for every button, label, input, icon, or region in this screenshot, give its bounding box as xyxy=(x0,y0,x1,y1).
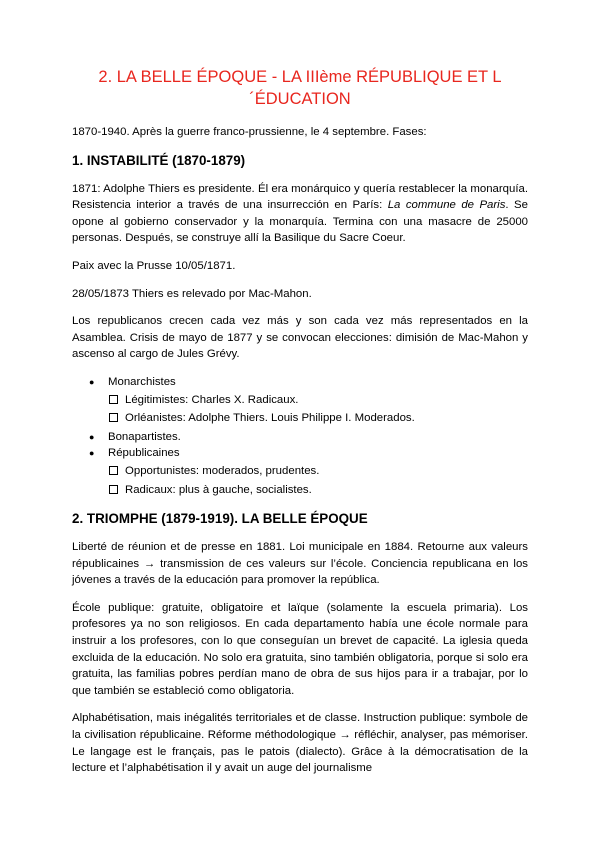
factions-list xyxy=(72,374,528,498)
bullet-icon: ● xyxy=(89,431,95,442)
sublist-item-orleanistes xyxy=(89,410,528,427)
sublist xyxy=(108,463,528,498)
section-1-heading: 1. INSTABILITÉ (1870-1879) xyxy=(72,152,246,168)
sublist-item-label: Orléanistes: Adolphe Thiers. Louis Philippe I. Moderados. xyxy=(125,412,415,425)
list-item-monarchistes xyxy=(72,374,528,427)
section-1-paragraph-3: 28/05/1873 Thiers es relevado por Mac-Mahon. xyxy=(72,287,312,300)
section-1-paragraph-2: Paix avec la Prusse 10/05/1871. xyxy=(72,259,236,272)
paragraph-text: . Se opone al gobierno conservador y la monarquía. Termina con una masacre de 25000 personas. Después, se construye allí la Basilique du Sacre Coeur. xyxy=(72,199,528,245)
checkbox-icon xyxy=(109,395,118,404)
section-2-paragraph-2: École publique: gratuite, obligatoire et laïque (solamente la escuela primaria). Los profesores ya no son religiosos. En cada departamento había une école normale para instruir a los profesores, con lo que conseguían un brevet de capacité. La iglesia queda excluida de la educación. No solo era gratuita, sino también obligatoria, porque si solo era gratuita, las familias pobres perdían mano de obra de sus hijos para ir a trabajar, por lo que también se estableció como obligatoria. xyxy=(72,601,528,697)
checkbox-icon xyxy=(109,466,118,475)
section-2-paragraph-3: Alphabétisation, mais inégalités territoriales et de classe. Instruction publique: symbole de la civilisation républicaine. Réforme méthodologique → réfléchir, analyser, pas mémoriser. Le langage est le français, pas le patois (dialecto). Grâce à la démocratisation de la lecture et l’alphabétisation il y avait un auge del journalisme xyxy=(72,712,528,775)
list-item-bonapartistes xyxy=(72,429,528,446)
section-2-paragraph-1: Liberté de réunion et de presse en 1881. Loi municipale en 1884. Retourne aux valeurs républicaines → transmission de ces valeurs sur l’école. Conciencia republicana en los jóvenes a través de la educación para promover la república. xyxy=(72,541,528,587)
paragraph-text: 1871: Adolphe Thiers es presidente. Él era monárquico y quería restablecer la monarquía. Resistencia interior a través de una insurrección en París: xyxy=(72,182,528,212)
checkbox-icon xyxy=(109,413,118,422)
sublist-item-label: Opportunistes: moderados, prudentes. xyxy=(125,464,320,477)
sublist-item-radicaux xyxy=(89,482,528,499)
list-item-label: Bonapartistes. xyxy=(108,430,181,443)
section-1-paragraph-1 xyxy=(72,181,528,247)
list-item-republicaines xyxy=(72,445,528,498)
list-item-label: Républicaines xyxy=(108,447,180,460)
sublist-item-label: Radicaux: plus à gauche, socialistes. xyxy=(125,483,312,496)
intro-paragraph: 1870-1940. Après la guerre franco-prussienne, le 4 septembre. Fases: xyxy=(72,126,427,138)
sublist-item-label: Légitimistes: Charles X. Radicaux. xyxy=(125,393,299,406)
checkbox-icon xyxy=(109,485,118,494)
section-2-heading: 2. TRIOMPHE (1879-1919). LA BELLE ÉPOQUE xyxy=(72,511,368,527)
italic-term: La commune de Paris xyxy=(387,199,506,212)
sublist-item-opportunistes xyxy=(89,463,528,480)
list-item-label: Monarchistes xyxy=(108,375,176,388)
document-page xyxy=(72,66,528,788)
bullet-icon: ● xyxy=(89,376,95,387)
sublist-item-legitimistes xyxy=(89,392,528,409)
sublist xyxy=(108,392,528,427)
bullet-icon: ● xyxy=(89,448,95,459)
document-title: 2. LA BELLE ÉPOQUE - LA IIIème RÉPUBLIQUE ET L´ÉDUCATION xyxy=(98,68,502,108)
section-1-paragraph-4: Los republicanos crecen cada vez más y son cada vez más representados en la Asamblea. Crisis de mayo de 1877 y se convocan elecciones: dimisión de Mac-Mahon y ascenso al cargo de Jules Grévy. xyxy=(72,315,528,361)
